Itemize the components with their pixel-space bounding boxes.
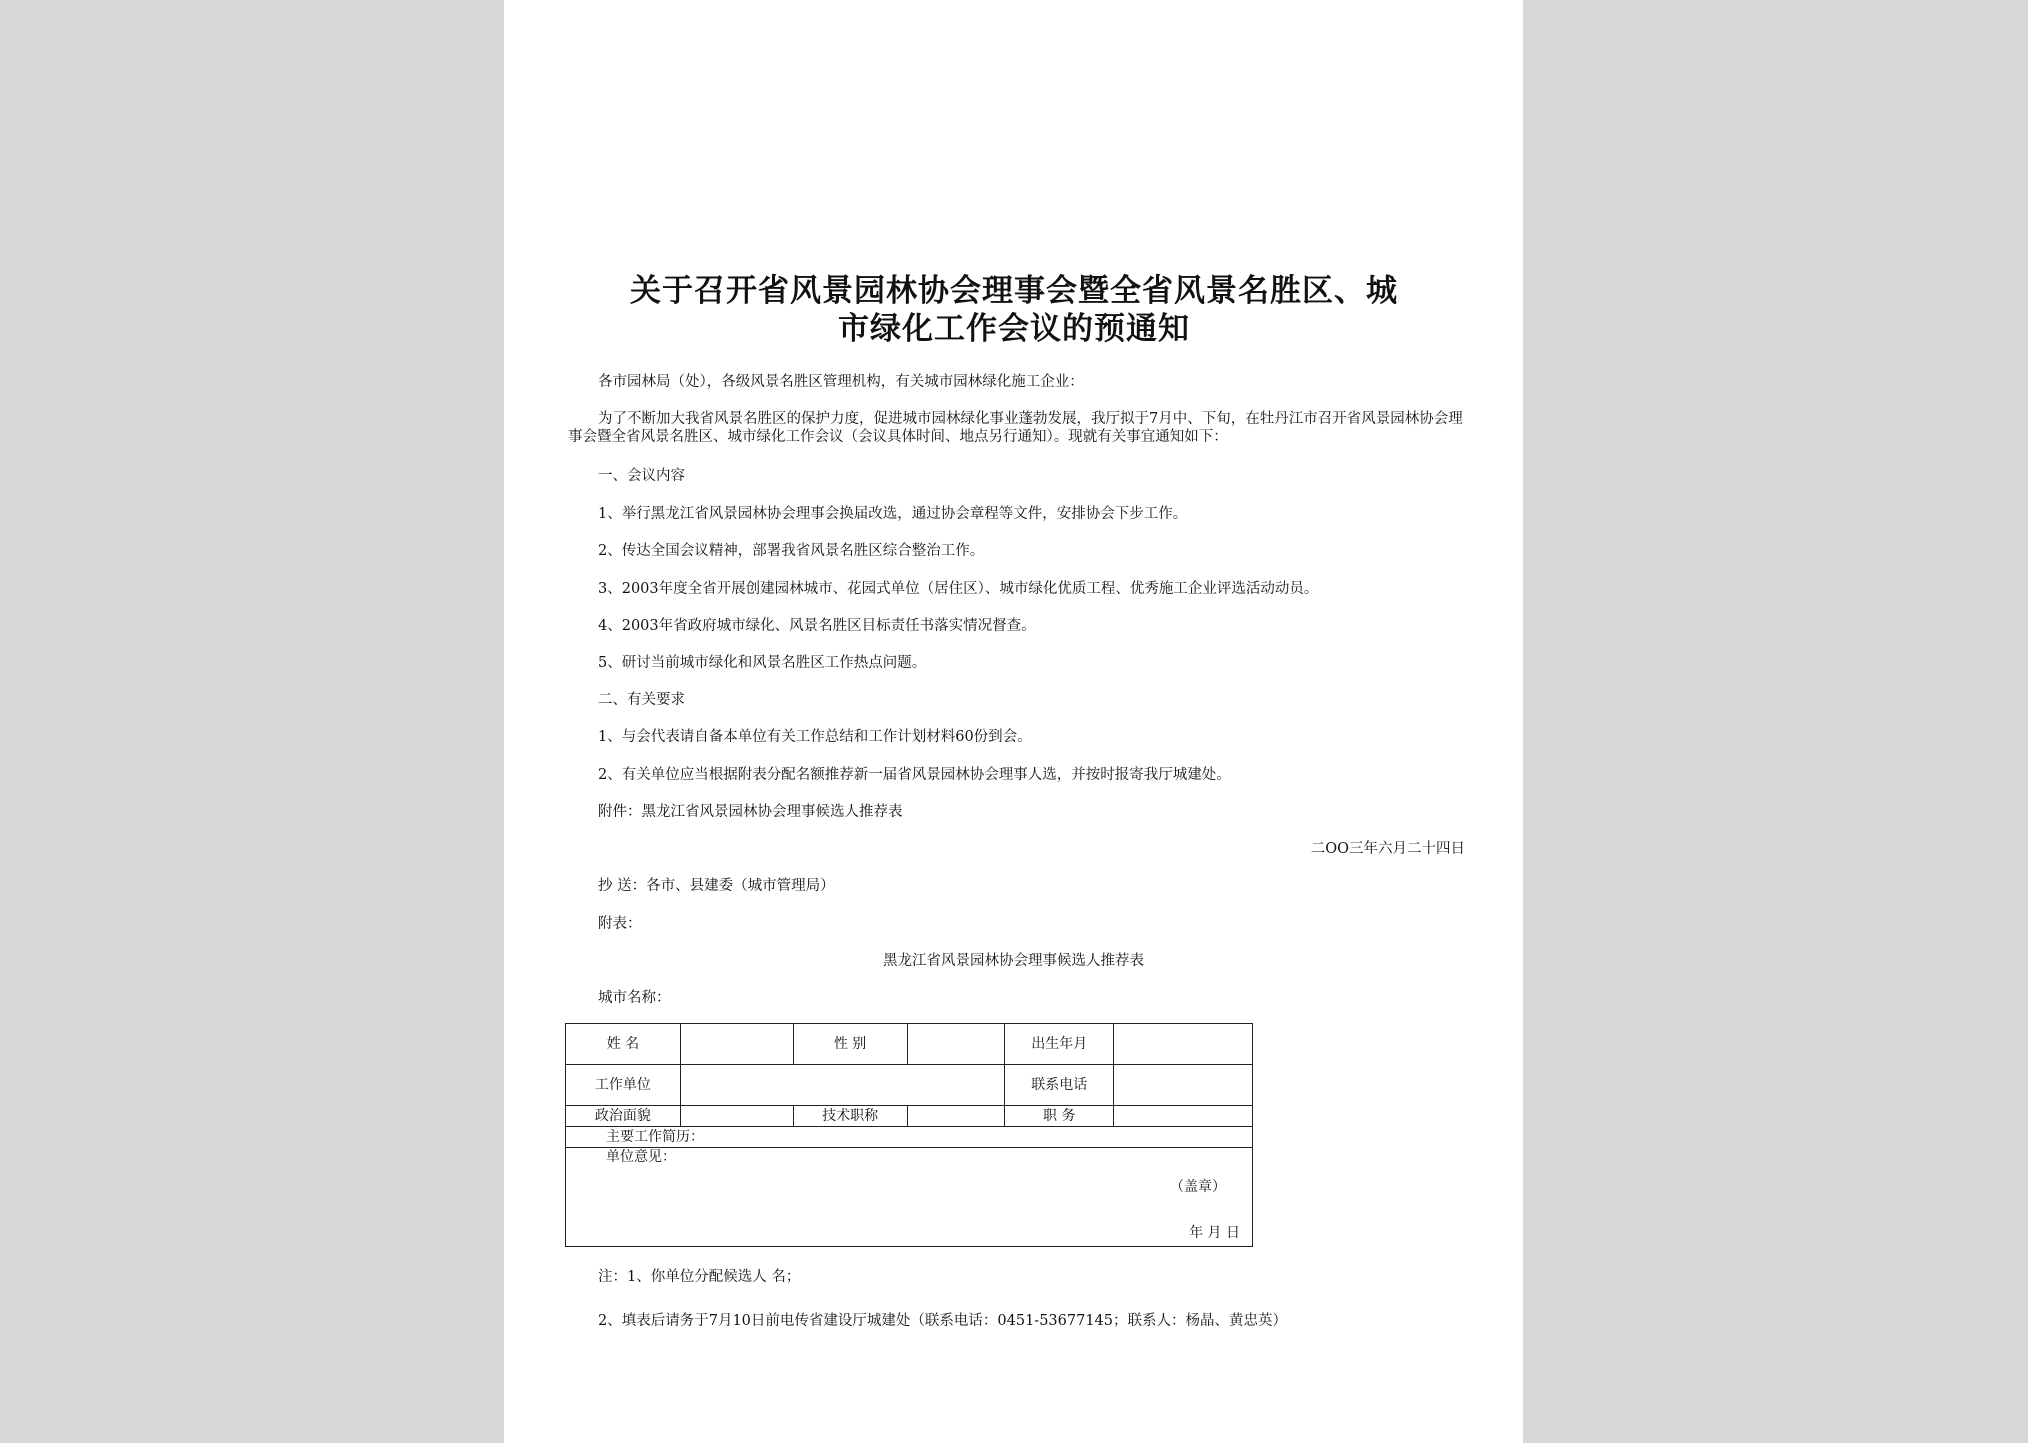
intro-paragraph: 为了不断加大我省风景名胜区的保护力度，促进城市园林绿化事业蓬勃发展，我厅拟于7月中、下旬，在牡丹江市召开省风景园林协会理事会暨全省风景名胜区、城市绿化工作会议（会议具体时间、地点另行通知）。现就有关事宜通知如下： [568, 411, 1463, 445]
section1-item: 2、传达全国会议精神，部署我省风景名胜区综合整治工作。 [598, 543, 985, 559]
section1-item: 3、2003年度全省开展创建园林城市、花园式单位（居住区）、城市绿化优质工程、优秀施工企业评选活动动员。 [598, 581, 1319, 597]
document-title [564, 272, 1464, 348]
table-row [566, 1127, 1253, 1148]
title-line-2: 市绿化工作会议的预通知 [838, 311, 1190, 347]
table-row [566, 1065, 1253, 1106]
note-line: 2、填表后请务于7月10日前电传省建设厅城建处（联系电话：0451-53677145；联系人：杨晶、黄忠英） [598, 1313, 1288, 1329]
table-row [566, 1106, 1253, 1127]
attachment-line: 附件：黑龙江省风景园林协会理事候选人推荐表 [598, 804, 903, 820]
date-placeholder: 年 月 日 [1189, 1225, 1240, 1241]
cc-line: 抄 送：各市、县建委（城市管理局） [598, 878, 835, 894]
city-label: 城市名称： [598, 990, 671, 1006]
candidate-form-table [565, 1023, 1253, 1247]
section1-item: 5、研讨当前城市绿化和风景名胜区工作热点问题。 [598, 655, 927, 671]
salutation: 各市园林局（处），各级风景名胜区管理机构，有关城市园林绿化施工企业： [598, 374, 1084, 390]
document-date: 二OO三年六月二十四日 [1310, 841, 1465, 857]
resume-label: 主要工作简历： [566, 1127, 1253, 1148]
name-cell[interactable] [680, 1024, 793, 1065]
gender-label: 性 别 [793, 1024, 907, 1065]
table-title: 黑龙江省风景园林协会理事候选人推荐表 [883, 953, 1144, 969]
section2-heading: 二、有关要求 [598, 692, 685, 708]
opinion-cell[interactable] [566, 1148, 1253, 1247]
name-label: 姓 名 [566, 1024, 681, 1065]
birth-cell[interactable] [1114, 1024, 1253, 1065]
workplace-label: 工作单位 [566, 1065, 681, 1106]
section2-item: 1、与会代表请自备本单位有关工作总结和工作计划材料60份到会。 [598, 729, 1032, 745]
opinion-label: 单位意见： [606, 1149, 676, 1165]
section1-item: 1、举行黑龙江省风景园林协会理事会换届改选，通过协会章程等文件，安排协会下步工作。 [598, 506, 1188, 522]
birth-label: 出生年月 [1005, 1024, 1114, 1065]
table-row [566, 1148, 1253, 1247]
gender-cell[interactable] [907, 1024, 1005, 1065]
appendix-label: 附表： [598, 916, 642, 932]
political-label: 政治面貌 [566, 1106, 681, 1127]
section2-item: 2、有关单位应当根据附表分配名额推荐新一届省风景园林协会理事人选，并按时报寄我厅城建处。 [598, 767, 1231, 783]
position-cell[interactable] [1114, 1106, 1253, 1127]
table-row [566, 1024, 1253, 1065]
position-label: 职 务 [1005, 1106, 1114, 1127]
workplace-cell[interactable] [680, 1065, 1005, 1106]
document-page [504, 0, 1523, 1443]
phone-cell[interactable] [1114, 1065, 1253, 1106]
tech-title-cell[interactable] [907, 1106, 1005, 1127]
phone-label: 联系电话 [1005, 1065, 1114, 1106]
seal-label: （盖章） [1170, 1179, 1226, 1195]
section1-item: 4、2003年省政府城市绿化、风景名胜区目标责任书落实情况督查。 [598, 618, 1036, 634]
title-line-1: 关于召开省风景园林协会理事会暨全省风景名胜区、城 [630, 273, 1398, 309]
section1-heading: 一、会议内容 [598, 468, 685, 484]
tech-title-label: 技术职称 [793, 1106, 907, 1127]
political-cell[interactable] [680, 1106, 793, 1127]
note-line: 注：1、你单位分配候选人 名； [598, 1269, 801, 1285]
